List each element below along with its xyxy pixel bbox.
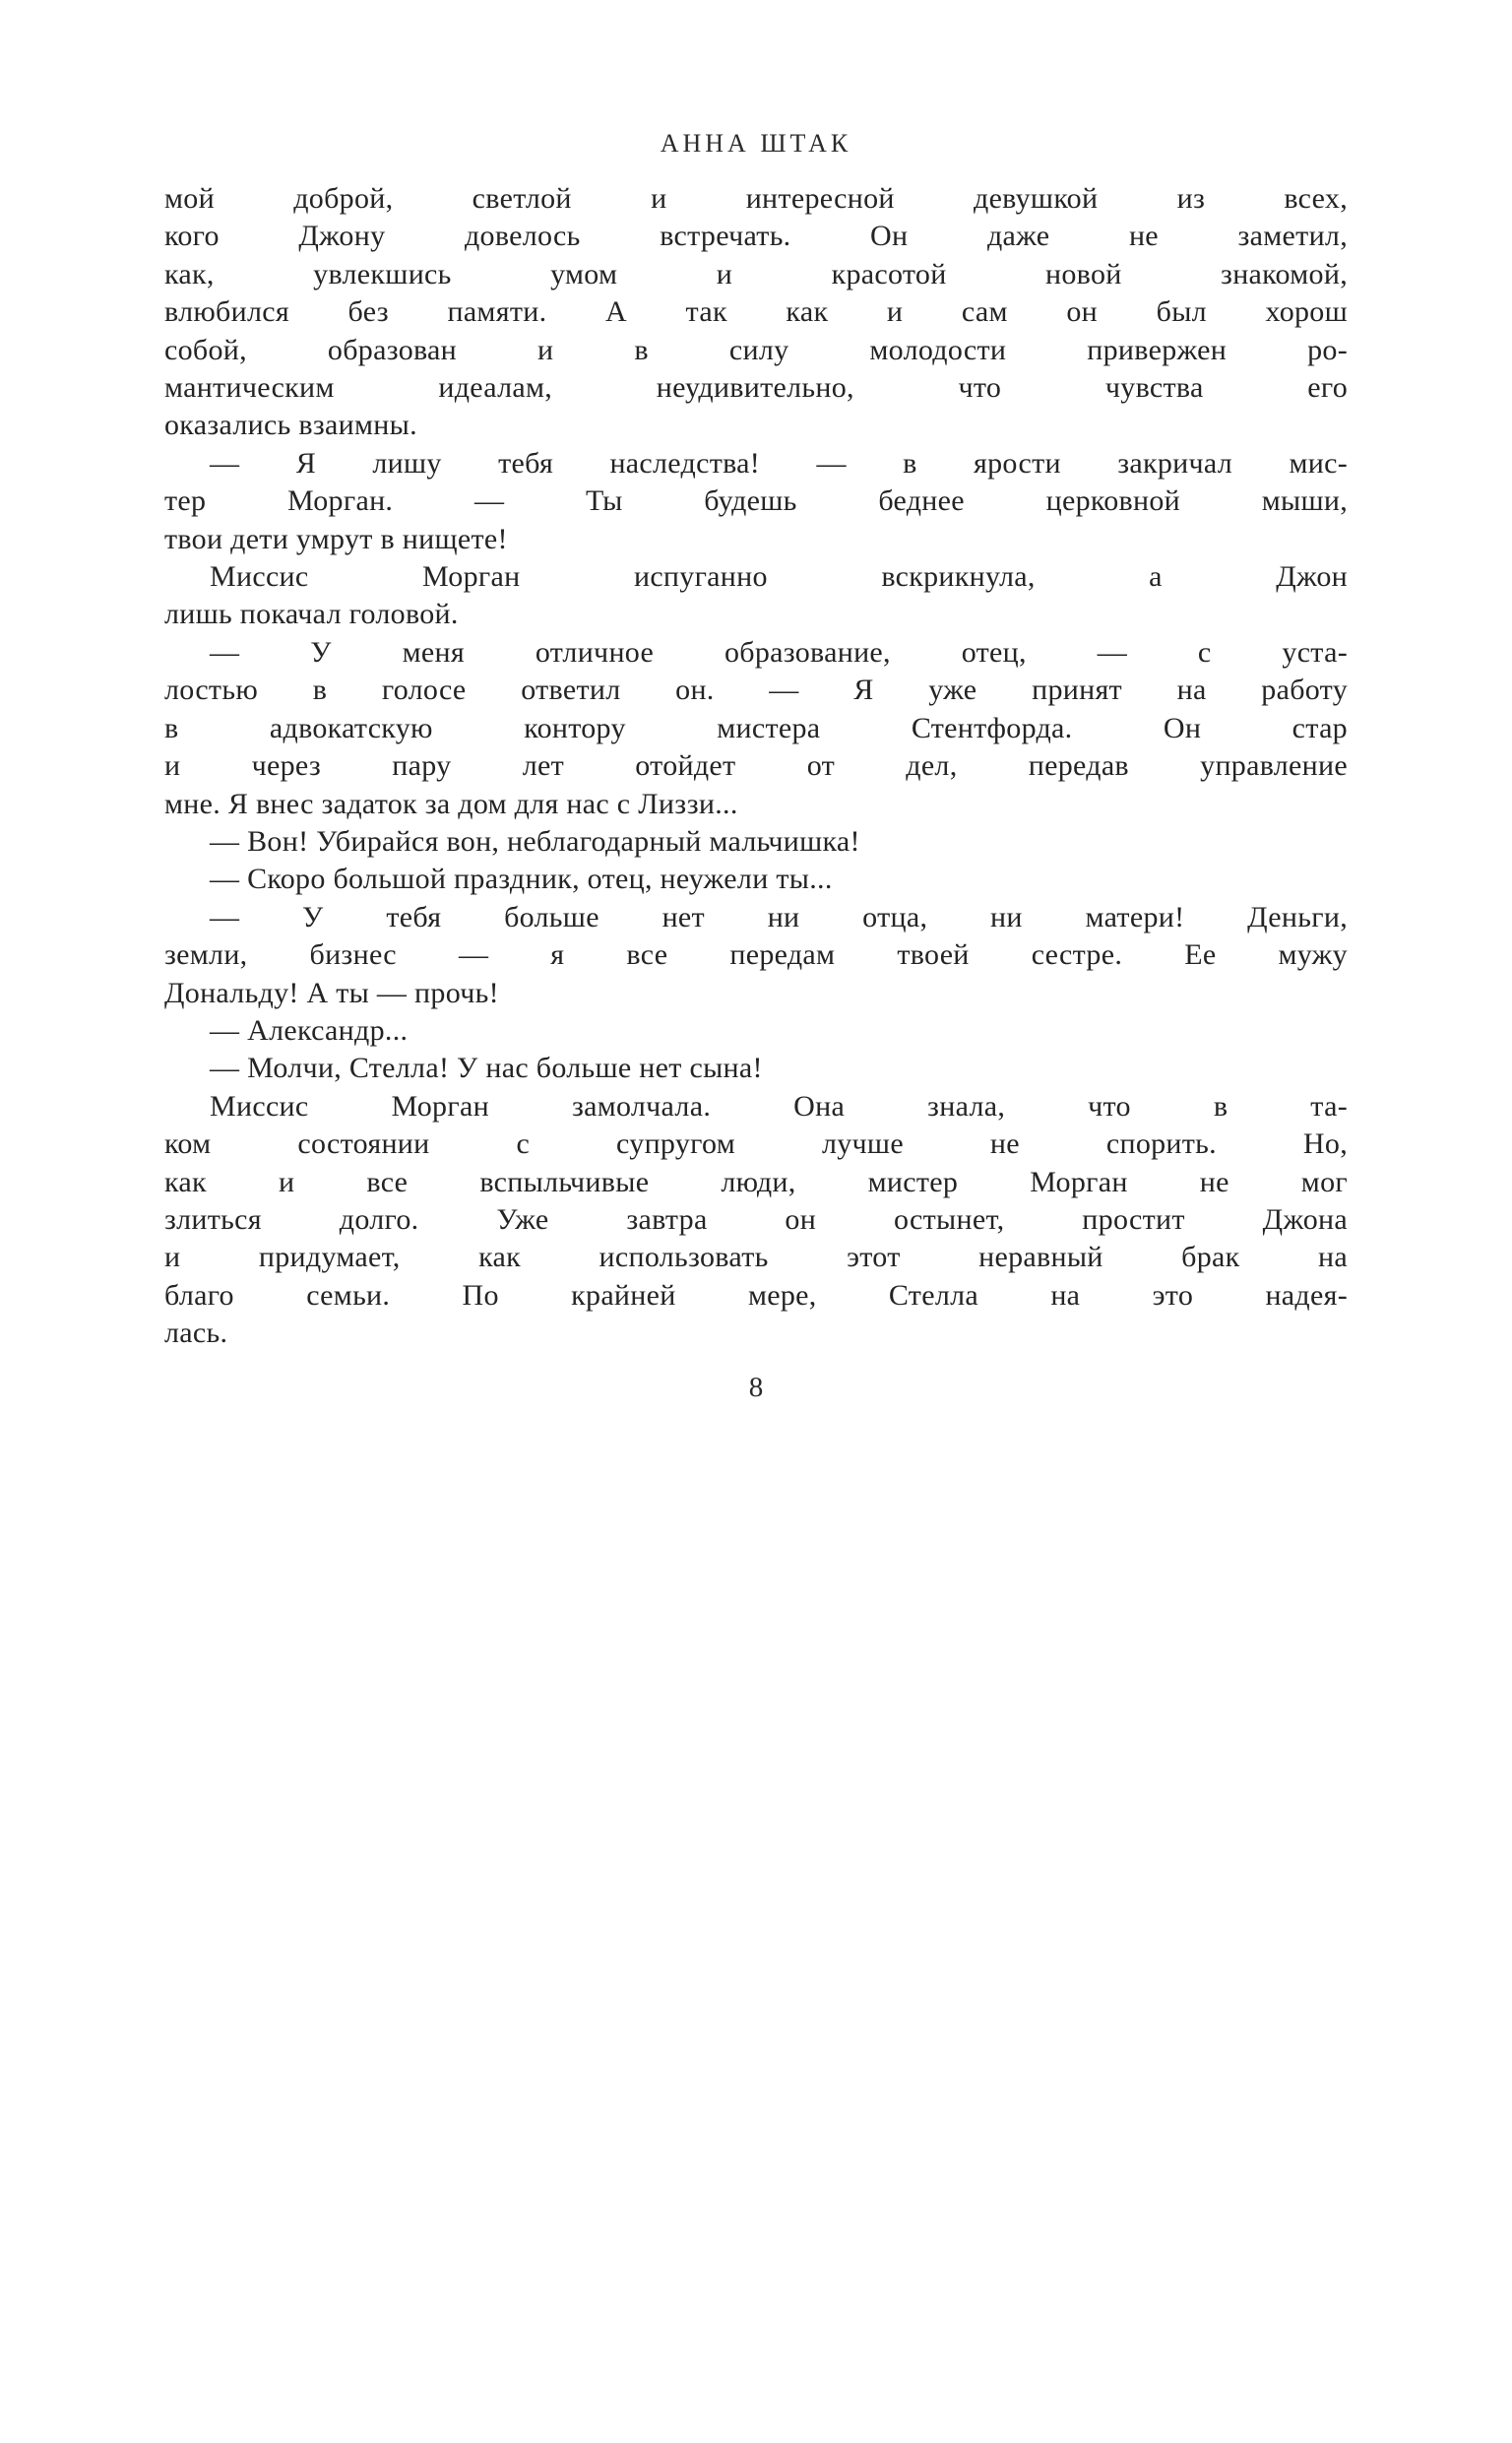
text-line: земли, бизнес — я все передам твоей сестре. Ее мужу xyxy=(164,938,1348,972)
paragraph xyxy=(164,558,1348,634)
text-line: лась. xyxy=(164,1317,228,1350)
text-line: Дональду! А ты — прочь! xyxy=(164,976,499,1009)
running-head-author: АННА ШТАК xyxy=(660,129,852,158)
page-number: 8 xyxy=(748,1372,764,1403)
text-line: ком состоянии с супругом лучше не спорить. Но, xyxy=(164,1127,1348,1161)
text-line: и через пару лет отойдет от дел, передав управление xyxy=(164,749,1348,783)
paragraph xyxy=(164,899,1348,1012)
paragraph xyxy=(164,1050,1348,1087)
text-line: как, увлекшись умом и красотой новой знакомой, xyxy=(164,257,1348,290)
text-line: — Скоро большой праздник, отец, неужели ты... xyxy=(210,863,833,896)
text-line: благо семьи. По крайней мере, Стелла на это надея- xyxy=(164,1278,1348,1312)
text-line: лостью в голосе ответил он. — Я уже принят на работу xyxy=(164,674,1348,707)
text-line: — Молчи, Стелла! У нас больше нет сына! xyxy=(210,1052,763,1085)
paragraph xyxy=(164,445,1348,558)
paragraph xyxy=(164,180,1348,445)
text-line: и придумает, как использовать этот неравный брак на xyxy=(164,1241,1348,1274)
text-line: — Я лишу тебя наследства! — в ярости закричал мис- xyxy=(210,446,1348,480)
text-line: мне. Я внес задаток за дом для нас с Лиззи... xyxy=(164,787,738,820)
text-line: твои дети умрут в нищете! xyxy=(164,522,508,555)
text-line: тер Морган. — Ты будешь беднее церковной мыши, xyxy=(164,484,1348,518)
text-line: в адвокатскую контору мистера Стентфорда. Он стар xyxy=(164,711,1348,744)
text-line: оказались взаимны. xyxy=(164,409,417,442)
paragraph xyxy=(164,634,1348,823)
paragraph xyxy=(164,861,1348,898)
body-text xyxy=(164,180,1348,1353)
text-line: Миссис Морган испуганно вскрикнула, а Джон xyxy=(210,560,1348,594)
paragraph xyxy=(164,1088,1348,1353)
text-line: собой, образован и в силу молодости привержен ро- xyxy=(164,333,1348,366)
paragraph xyxy=(164,1012,1348,1050)
text-line: Миссис Морган замолчала. Она знала, что в та- xyxy=(210,1089,1348,1123)
text-line: влюбился без памяти. А так как и сам он был хорош xyxy=(164,295,1348,329)
text-line: мой доброй, светлой и интересной девушкой из всех, xyxy=(164,182,1348,215)
text-line: лишь покачал головой. xyxy=(164,598,459,631)
text-line: — Александр... xyxy=(210,1013,409,1047)
text-line: — Вон! Убирайся вон, неблагодарный мальчишка! xyxy=(210,824,860,858)
text-line: злиться долго. Уже завтра он остынет, простит Джона xyxy=(164,1202,1348,1236)
text-line: кого Джону довелось встречать. Он даже не заметил, xyxy=(164,220,1348,253)
text-line: — У меня отличное образование, отец, — с уста- xyxy=(210,635,1348,669)
text-line: как и все вспыльчивые люди, мистер Морган не мог xyxy=(164,1165,1348,1198)
text-line: — У тебя больше нет ни отца, ни матери! Деньги, xyxy=(210,900,1348,933)
text-line: мантическим идеалам, неудивительно, что чувства его xyxy=(164,371,1348,405)
paragraph xyxy=(164,823,1348,861)
